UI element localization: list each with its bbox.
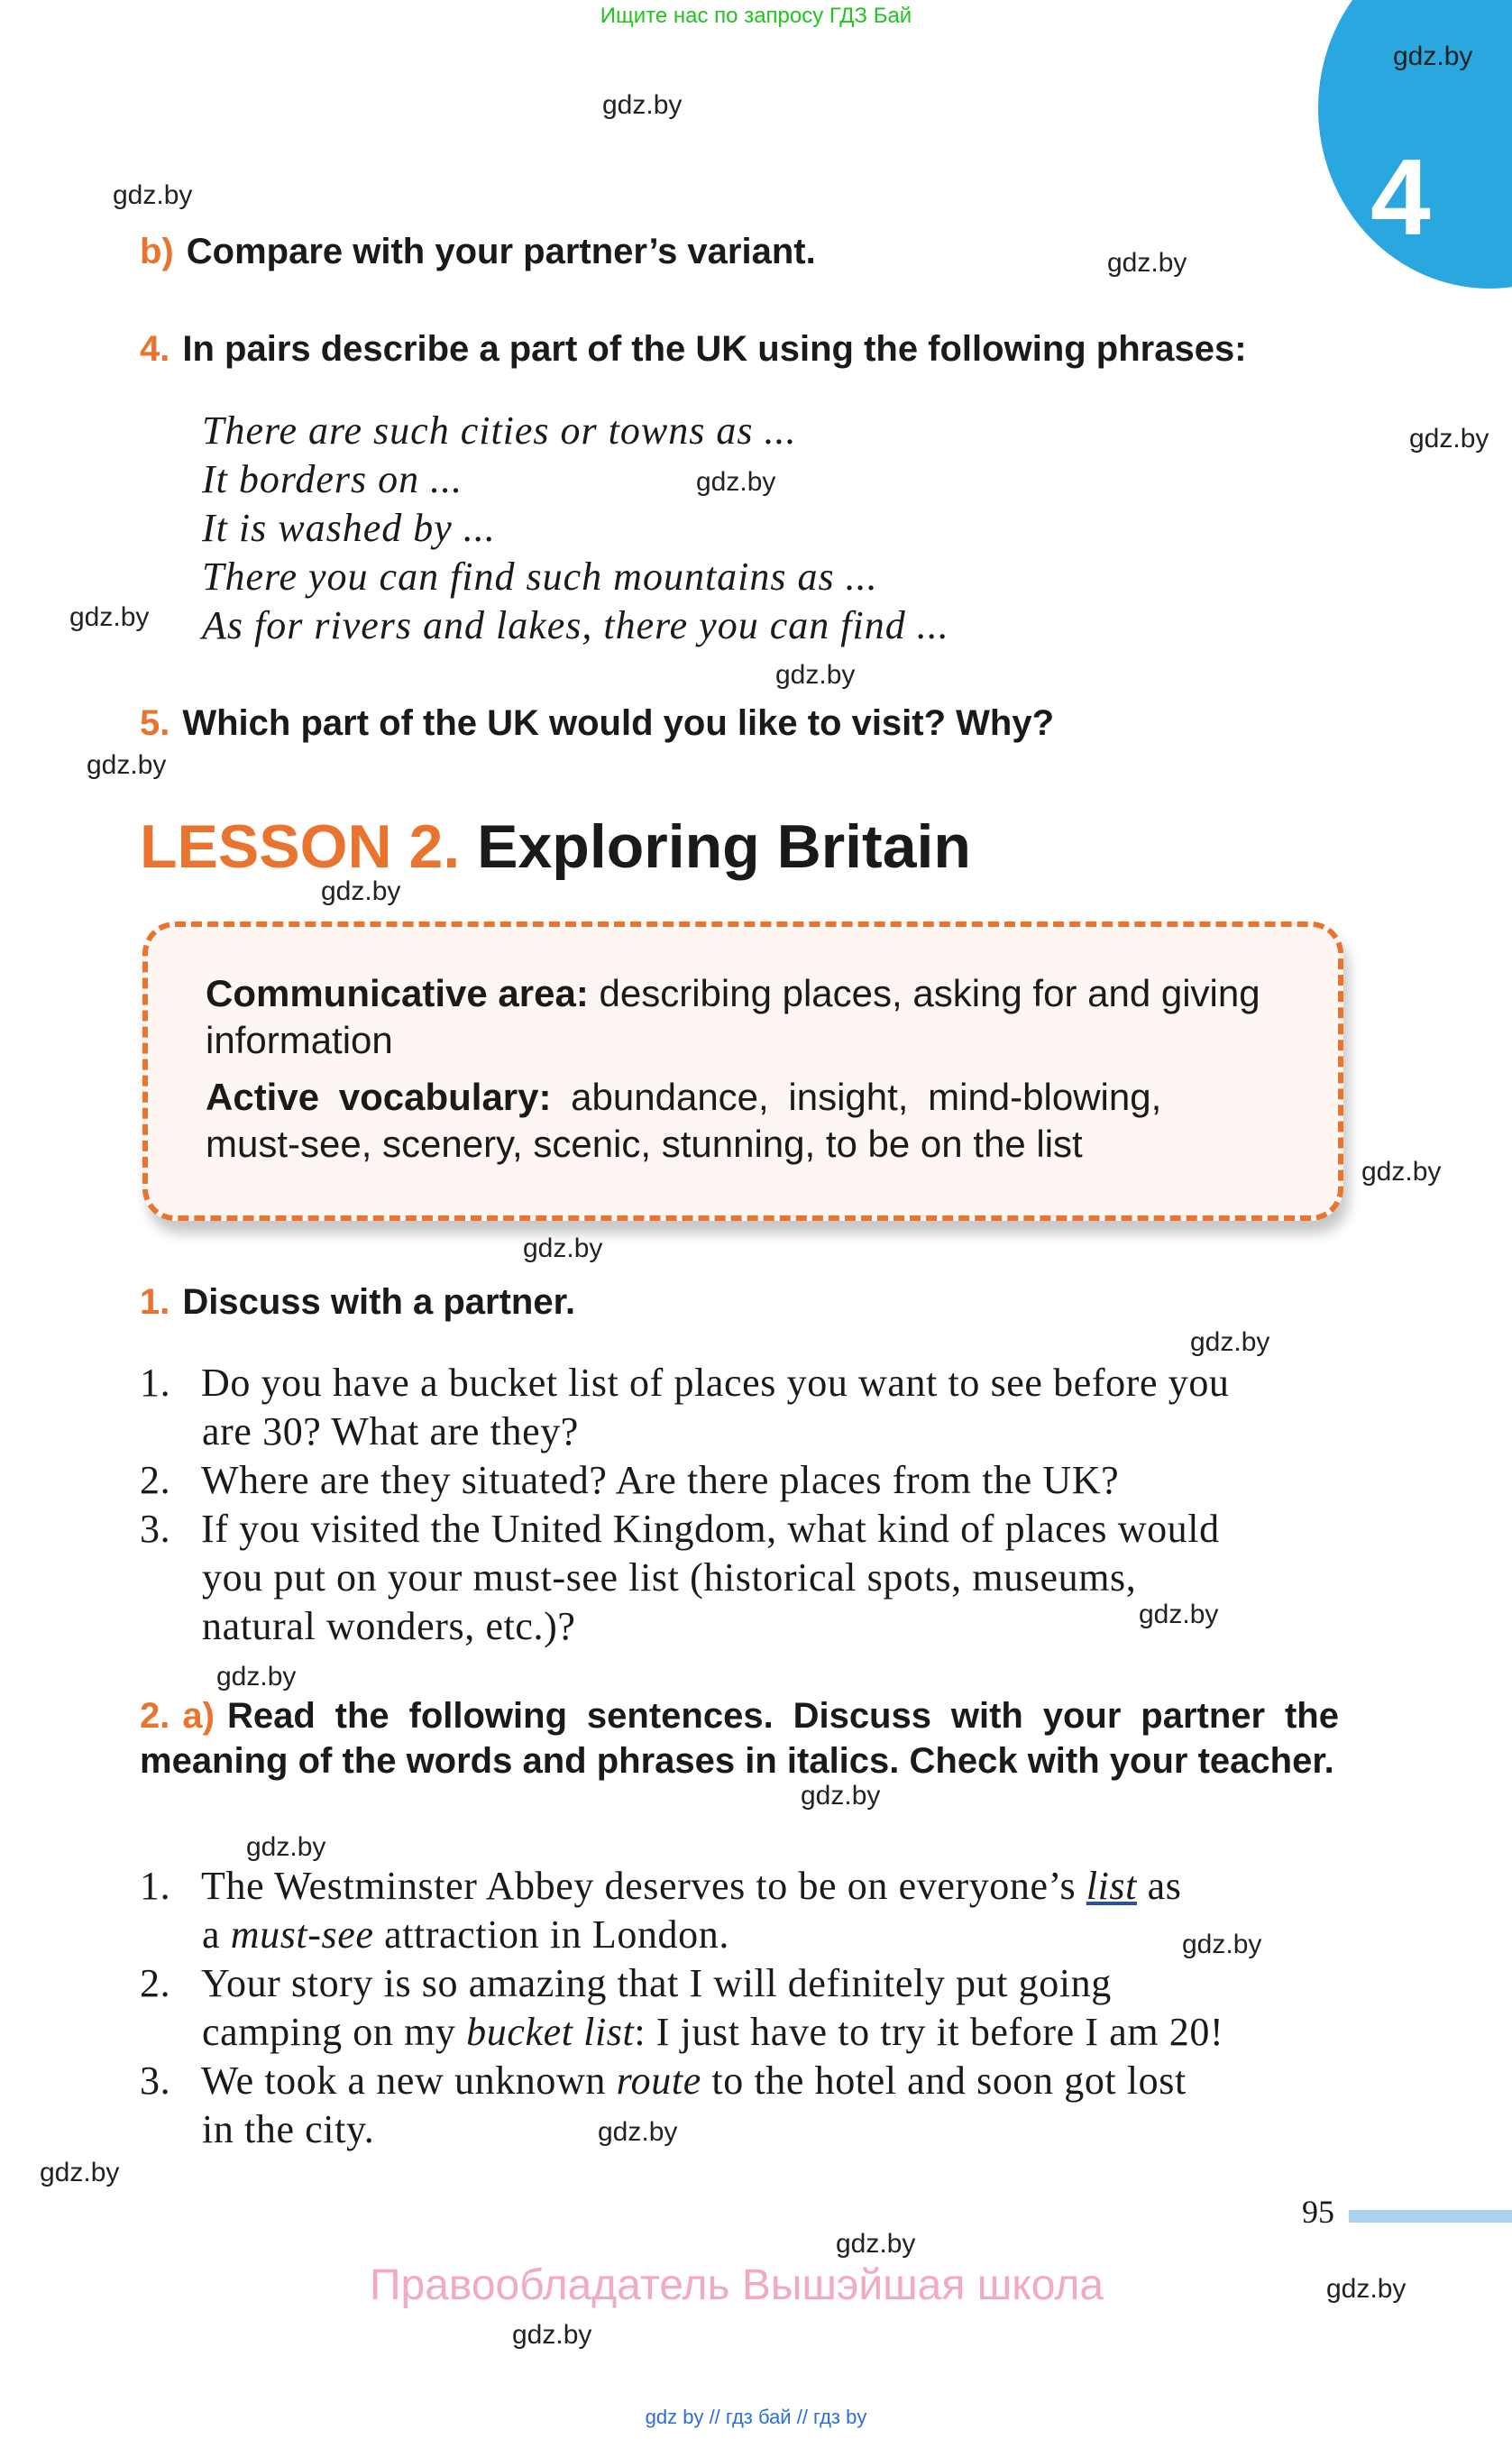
- phrase-item: It borders on ...: [202, 457, 463, 501]
- task-b-label: b): [140, 232, 174, 271]
- watermark: gdz.by: [87, 750, 167, 780]
- watermark: gdz.by: [40, 2158, 120, 2187]
- rights-holder: Правообладатель Вышэйшая школа: [370, 2261, 1104, 2309]
- question-item-cont: are 30? What are they?: [202, 1409, 579, 1453]
- task-2-label: a): [182, 1696, 215, 1736]
- watermark: gdz.by: [216, 1662, 297, 1692]
- watermark: gdz.by: [69, 602, 150, 632]
- sentence-text: attraction in London.: [373, 1912, 729, 1957]
- lesson-title: Exploring Britain: [477, 812, 971, 881]
- item-text: Where are they situated? Are there places from the UK?: [201, 1458, 1120, 1502]
- watermark: gdz.by: [1326, 2274, 1407, 2304]
- watermark: gdz.by: [1393, 41, 1473, 71]
- watermark: gdz.by: [1361, 1157, 1442, 1187]
- watermark: gdz.by: [113, 180, 193, 210]
- sentence-text: We took a new unknown: [201, 2058, 617, 2103]
- task-4-text: In pairs describe a part of the UK using the following phrases:: [182, 329, 1247, 369]
- info-box: [142, 922, 1343, 1221]
- italic-phrase: list: [1086, 1864, 1137, 1908]
- watermark: gdz.by: [1139, 1600, 1219, 1629]
- task-2-text: Read the following sentences. Discuss with your partner the meaning of the words and phrases in italics. Check with your teacher.: [140, 1696, 1339, 1781]
- question-item: [140, 1360, 1230, 1406]
- sentence-item: [140, 1863, 1181, 1909]
- phrase-item: There you can find such mountains as ...: [202, 555, 878, 599]
- sentence-text: camping on my: [202, 2010, 467, 2054]
- item-text: Do you have a bucket list of places you want to see before you: [201, 1361, 1230, 1405]
- watermark: gdz.by: [801, 1781, 881, 1811]
- task-1-text: Discuss with a partner.: [182, 1282, 576, 1322]
- task-4-number: 4.: [140, 329, 170, 369]
- question-item: [140, 1506, 1220, 1552]
- sentence-item-cont: [202, 2009, 1223, 2055]
- lesson-number: LESSON 2.: [140, 812, 461, 881]
- communicative-area-text-cont: information: [206, 1019, 393, 1061]
- communicative-area-line: [206, 972, 1260, 1015]
- watermark: gdz.by: [696, 467, 776, 497]
- item-number: 2.: [140, 1458, 171, 1502]
- italic-phrase: route: [616, 2058, 701, 2103]
- watermark: gdz.by: [246, 1832, 326, 1862]
- question-item: [140, 1457, 1119, 1503]
- watermark: gdz.by: [602, 90, 683, 120]
- watermark: gdz.by: [1182, 1930, 1262, 1959]
- sentence-text: Your story is so amazing that I will definitely put going: [201, 1961, 1112, 2005]
- active-vocabulary-text: abundance, insight, mind-blowing,: [571, 1076, 1162, 1118]
- page-number: 95: [1302, 2194, 1334, 2230]
- active-vocabulary-text-cont: must-see, scenery, scenic, stunning, to be on the list: [206, 1123, 1083, 1165]
- lesson-heading: [140, 811, 971, 882]
- sentence-text: a: [202, 1912, 231, 1957]
- active-vocabulary-label: Active vocabulary:: [206, 1076, 552, 1118]
- watermark: gdz.by: [1107, 248, 1187, 278]
- communicative-area-text: describing places, asking for and giving: [599, 972, 1260, 1014]
- watermark: gdz.by: [523, 1233, 603, 1263]
- task-1: [140, 1282, 575, 1323]
- watermark: gdz.by: [775, 660, 856, 690]
- question-item-cont: natural wonders, etc.)?: [202, 1604, 576, 1648]
- communicative-area-label: Communicative area:: [206, 972, 589, 1014]
- sentence-text: to the hotel and soon got lost: [701, 2058, 1187, 2103]
- task-5-number: 5.: [140, 703, 170, 743]
- italic-phrase: must-see: [230, 1912, 374, 1957]
- phrase-item: As for rivers and lakes, there you can find ...: [202, 603, 949, 647]
- task-2: [140, 1693, 1339, 1783]
- phrase-item: It is washed by ...: [202, 506, 496, 550]
- task-4: [140, 329, 1247, 370]
- task-b-text: Compare with your partner’s variant.: [186, 232, 816, 271]
- watermark: gdz.by: [598, 2117, 678, 2147]
- task-1-number: 1.: [140, 1282, 170, 1322]
- sentence-item-cont: in the city.: [202, 2107, 375, 2151]
- item-number: 3.: [140, 2058, 171, 2103]
- active-vocabulary-line: [206, 1076, 1161, 1119]
- footer-links[interactable]: gdz by // гдз бай // гдз by: [645, 2406, 867, 2428]
- unit-number: 4: [1370, 137, 1431, 258]
- task-b: [140, 232, 816, 272]
- sentence-item-cont: [202, 1912, 729, 1958]
- sentence-item: [140, 1960, 1112, 2006]
- italic-phrase: bucket list: [466, 2010, 635, 2054]
- sentence-text: as: [1136, 1864, 1182, 1908]
- question-item-cont: you put on your must-see list (historical spots, museums,: [202, 1555, 1137, 1600]
- task-2-number: 2.: [140, 1696, 170, 1736]
- top-banner[interactable]: Ищите нас по запросу ГДЗ Бай: [600, 4, 912, 28]
- item-text: If you visited the United Kingdom, what kind of places would: [201, 1507, 1220, 1551]
- sentence-text: The Westminster Abbey deserves to be on everyone’s: [201, 1864, 1086, 1908]
- task-5: [140, 703, 1054, 744]
- sentence-text: : I just have to try it before I am 20!: [634, 2010, 1224, 2054]
- watermark: gdz.by: [1409, 424, 1489, 454]
- watermark: gdz.by: [512, 2320, 592, 2350]
- task-5-text: Which part of the UK would you like to visit? Why?: [182, 703, 1055, 743]
- item-number: 3.: [140, 1507, 171, 1551]
- item-number: 1.: [140, 1361, 171, 1405]
- page-number-bar: [1349, 2210, 1512, 2223]
- phrase-item: There are such cities or towns as ...: [202, 408, 797, 453]
- watermark: gdz.by: [1190, 1327, 1270, 1357]
- sentence-item: [140, 2058, 1187, 2104]
- watermark: gdz.by: [836, 2229, 916, 2259]
- item-number: 2.: [140, 1961, 171, 2005]
- item-number: 1.: [140, 1864, 171, 1908]
- watermark: gdz.by: [321, 876, 401, 906]
